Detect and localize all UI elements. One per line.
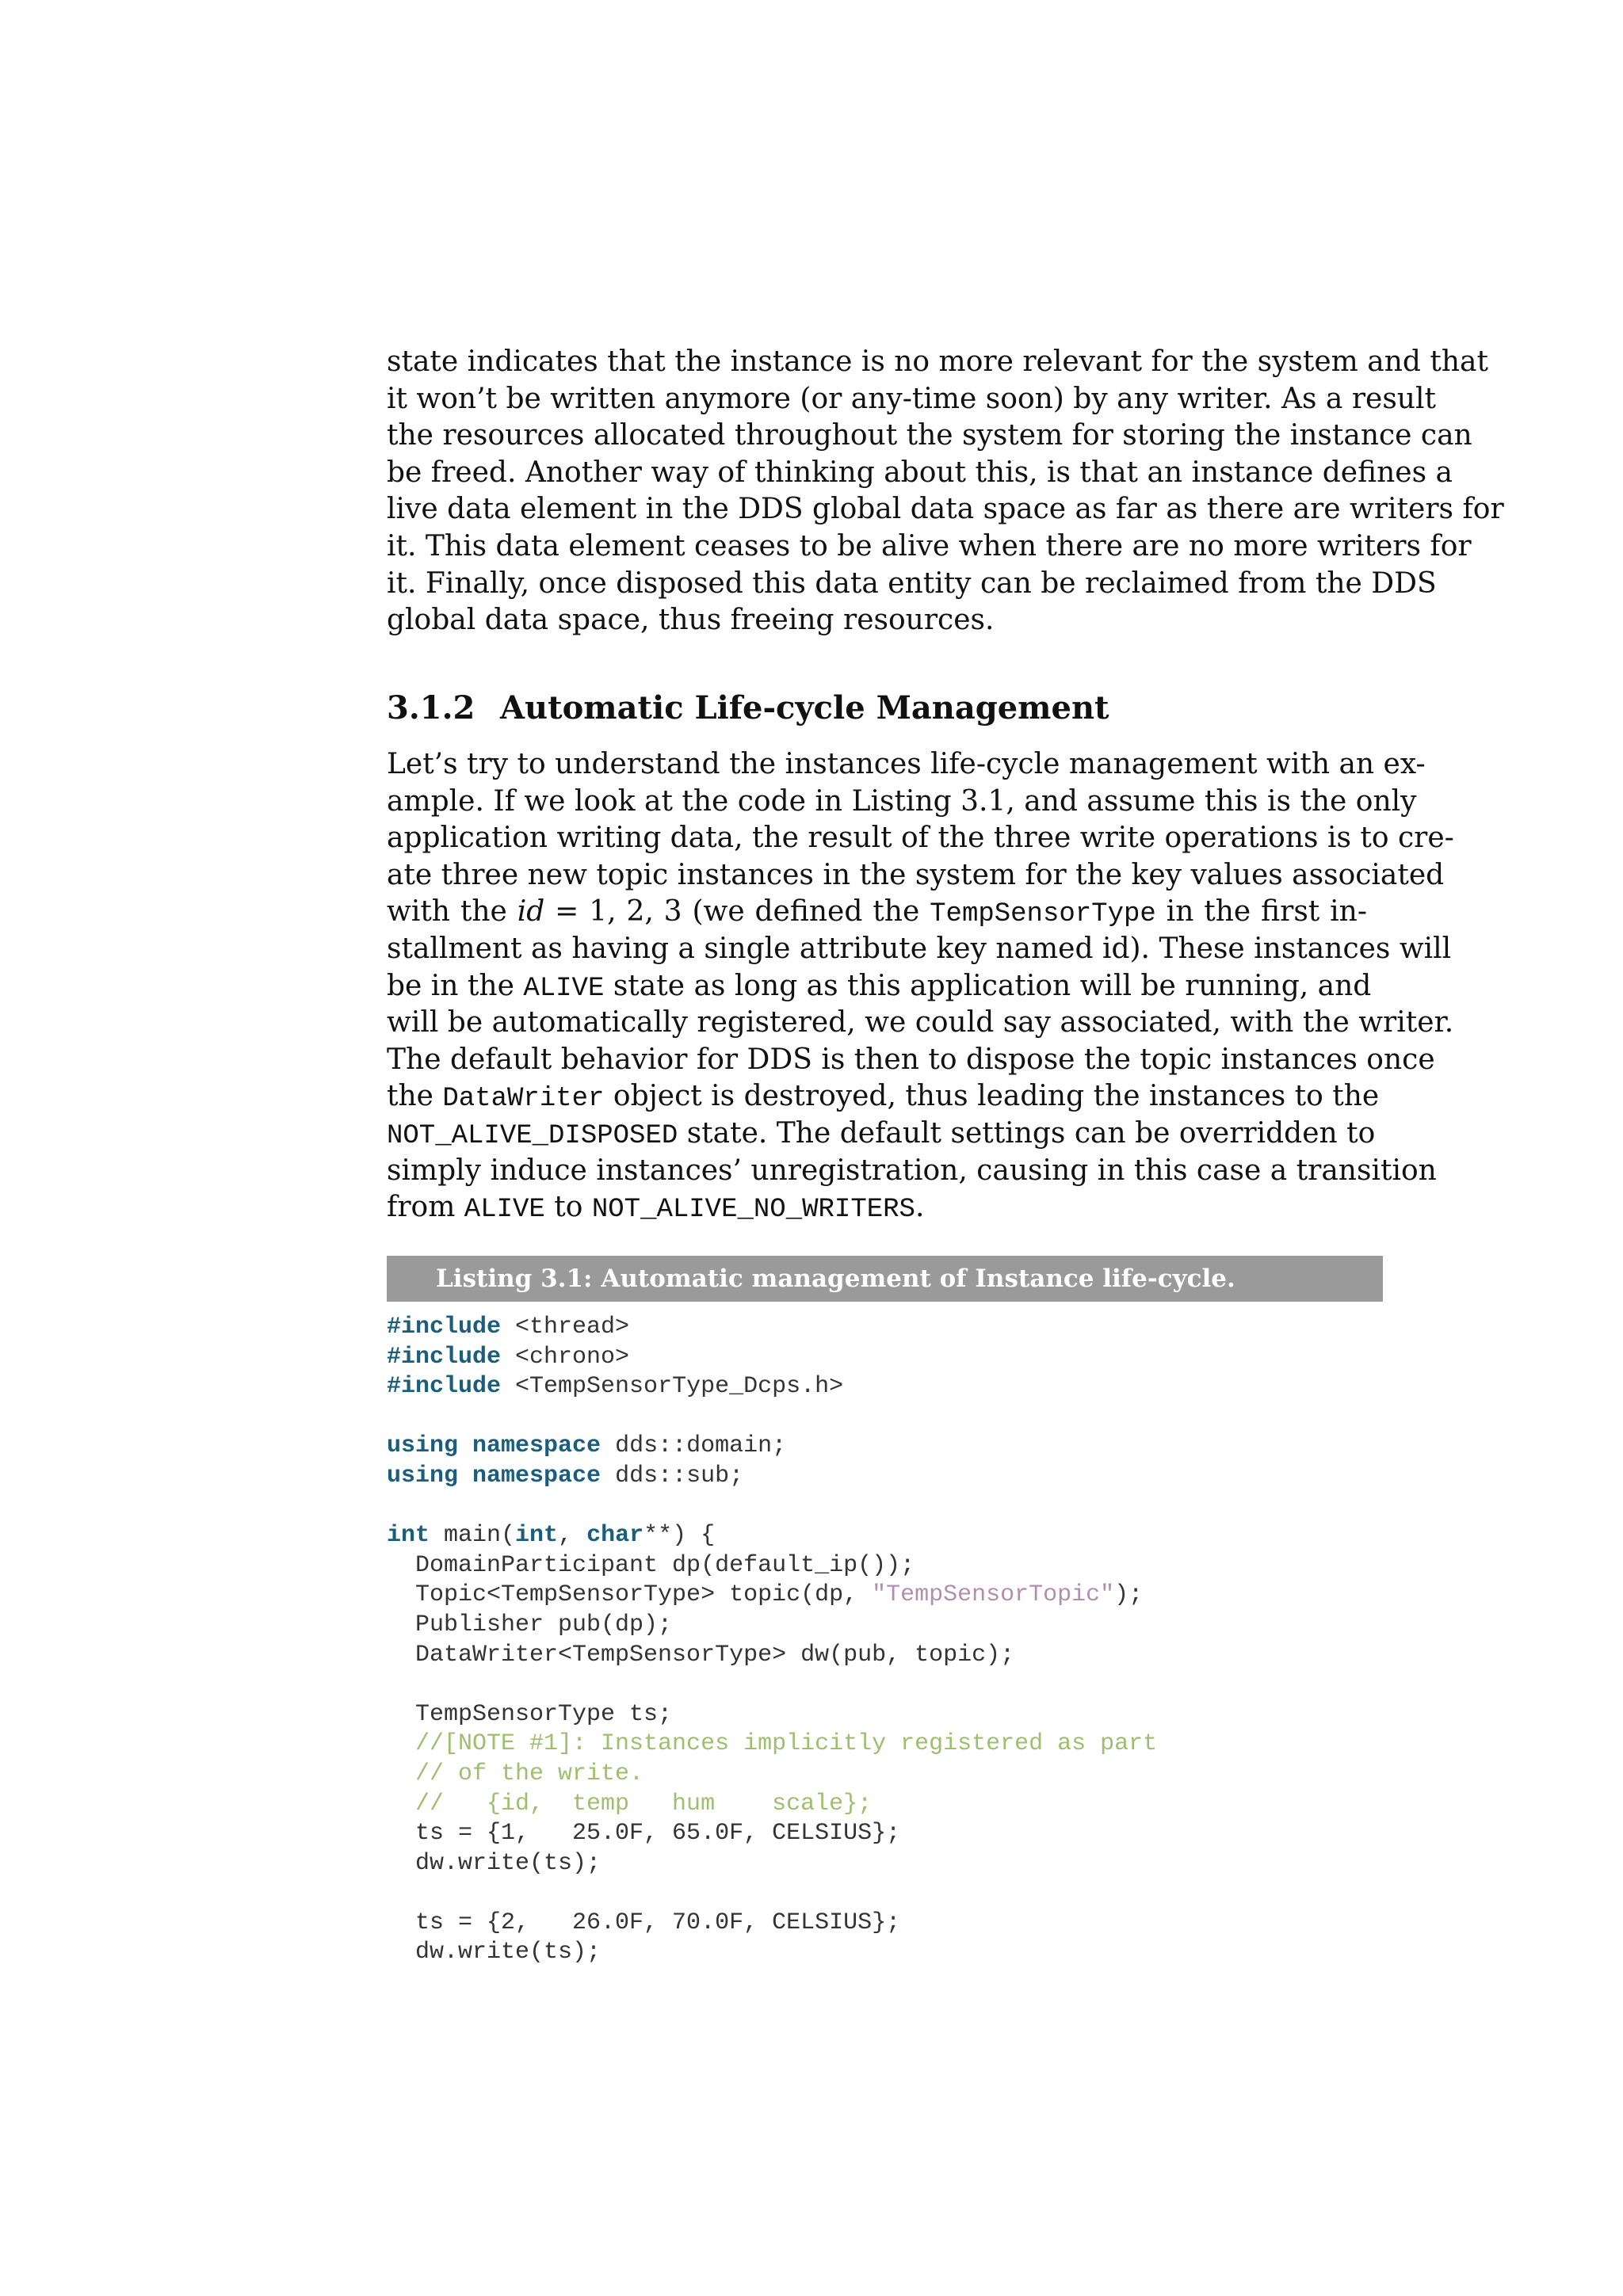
text-fragment: the — [387, 1080, 443, 1113]
code-blank-line — [387, 1878, 1383, 1909]
text-fragment: . — [915, 1191, 925, 1224]
code-keyword: #include — [387, 1343, 502, 1371]
section-title: Automatic Life-cycle Management — [500, 689, 1109, 727]
code-text: **) { — [643, 1522, 716, 1550]
code-line: DomainParticipant dp(default_ip()); — [387, 1551, 915, 1579]
code-line: dw.write(ts); — [387, 1939, 601, 1966]
inline-code: NOT_ALIVE_DISPOSED — [387, 1120, 678, 1151]
code-line: Publisher pub(dp); — [387, 1611, 673, 1638]
text-line: global data space, thus freeing resources. — [387, 604, 995, 637]
code-keyword: int — [515, 1522, 559, 1550]
text-line: ample. If we look at the code in Listing 3.1, and assume this is the only — [387, 784, 1417, 818]
text-fragment: state. The default settings can be overridden to — [678, 1116, 1376, 1150]
code-keyword: using — [387, 1462, 459, 1489]
code-line — [387, 1462, 1383, 1492]
code-line — [387, 1343, 1383, 1373]
code-text: <chrono> — [501, 1343, 630, 1371]
inline-code: NOT_ALIVE_NO_WRITERS — [591, 1195, 915, 1226]
math-variable: id — [517, 895, 545, 929]
text-line: state indicates that the instance is no more relevant for the system and that — [387, 345, 1488, 378]
code-keyword: using — [387, 1432, 459, 1460]
text-line: the resources allocated throughout the system for storing the instance can — [387, 419, 1472, 452]
code-keyword: #include — [387, 1373, 502, 1401]
paragraph-instance-state — [387, 344, 1504, 639]
text-fragment: be in the — [387, 969, 524, 1002]
code-keyword: namespace — [472, 1462, 601, 1489]
text-fragment: in the first in- — [1155, 895, 1368, 929]
code-comment: // of the write. — [387, 1760, 644, 1787]
text-line: will be automatically registered, we could say associated, with the writer. — [387, 1006, 1454, 1039]
code-line — [387, 1581, 1383, 1611]
text-line — [387, 894, 1367, 931]
inline-code: ALIVE — [464, 1195, 545, 1226]
code-listing — [387, 1313, 1383, 1968]
inline-code: DataWriter — [442, 1084, 605, 1115]
text-line: stallment as having a single attribute key named id). These instances will — [387, 932, 1452, 965]
code-comment: // {id, temp hum scale}; — [387, 1790, 873, 1817]
text-line: Let’s try to understand the instances life-cycle management with an ex- — [387, 748, 1426, 780]
code-line: dw.write(ts); — [387, 1849, 601, 1877]
code-line: DataWriter<TempSensorType> dw(pub, topic); — [387, 1641, 1015, 1669]
code-line: ts = {2, 26.0F, 70.0F, CELSIUS}; — [387, 1909, 901, 1936]
text-fragment: to — [544, 1191, 592, 1224]
text-line — [387, 1116, 1376, 1153]
code-keyword: char — [586, 1522, 644, 1550]
text-line: it won’t be written anymore (or any-time soon) by any writer. As a result — [387, 382, 1436, 415]
code-string: "TempSensorTopic" — [872, 1581, 1115, 1609]
code-blank-line — [387, 1670, 1383, 1700]
code-text: dds::sub; — [601, 1462, 744, 1489]
code-text: Topic<TempSensorType> topic(dp, — [387, 1581, 873, 1609]
text-fragment: with the — [387, 895, 517, 929]
text-line — [387, 1078, 1380, 1116]
code-line: TempSensorType ts; — [387, 1700, 673, 1728]
code-keyword: int — [387, 1522, 430, 1550]
code-line: ts = {1, 25.0F, 65.0F, CELSIUS}; — [387, 1820, 901, 1848]
code-line — [387, 1313, 1383, 1343]
text-line: ate three new topic instances in the system for the key values associated — [387, 858, 1445, 891]
section-heading — [387, 688, 1109, 729]
text-line: be freed. Another way of thinking about this, is that an instance defines a — [387, 456, 1453, 489]
listing-caption: Listing 3.1: Automatic management of Instance life-cycle. — [436, 1264, 1235, 1293]
text-line: it. This data element ceases to be alive when there are no more writers for — [387, 529, 1472, 563]
code-text: , — [558, 1522, 587, 1550]
code-blank-line — [387, 1492, 1383, 1522]
text-fragment: from — [387, 1191, 464, 1224]
code-text: ); — [1114, 1581, 1144, 1609]
text-line: The default behavior for DDS is then to dispose the topic instances once — [387, 1043, 1435, 1076]
section-number: 3.1.2 — [387, 689, 475, 727]
text-line: application writing data, the result of the three write operations is to cre- — [387, 822, 1454, 855]
code-comment: //[NOTE #1]: Instances implicitly registered as part — [387, 1730, 1158, 1758]
code-text: dds::domain; — [601, 1432, 787, 1460]
code-text: main( — [430, 1522, 516, 1550]
text-fragment: = 1, 2, 3 (we defined the — [544, 895, 930, 929]
paragraph-lifecycle-example — [387, 746, 1454, 1226]
code-line — [387, 1372, 1383, 1402]
text-line: live data element in the DDS global data space as far as there are writers for — [387, 493, 1504, 526]
text-line: simply induce instances’ unregistration, causing in this case a transition — [387, 1154, 1437, 1187]
text-fragment: object is destroyed, thus leading the instances to the — [604, 1080, 1380, 1113]
code-keyword: namespace — [472, 1432, 601, 1460]
listing-caption-bar — [387, 1256, 1383, 1302]
inline-code: TempSensorType — [930, 899, 1156, 930]
text-fragment: state as long as this application will be running, and — [604, 969, 1372, 1002]
code-blank-line — [387, 1402, 1383, 1432]
text-line — [387, 1189, 1367, 1226]
inline-code: ALIVE — [523, 973, 605, 1004]
code-text: <thread> — [501, 1314, 630, 1341]
code-line — [387, 1432, 1383, 1462]
code-keyword: #include — [387, 1314, 502, 1341]
code-text: <TempSensorType_Dcps.h> — [501, 1373, 844, 1401]
code-line — [387, 1521, 1383, 1551]
text-line: it. Finally, once disposed this data entity can be reclaimed from the DDS — [387, 566, 1437, 600]
text-line — [387, 968, 1372, 1005]
